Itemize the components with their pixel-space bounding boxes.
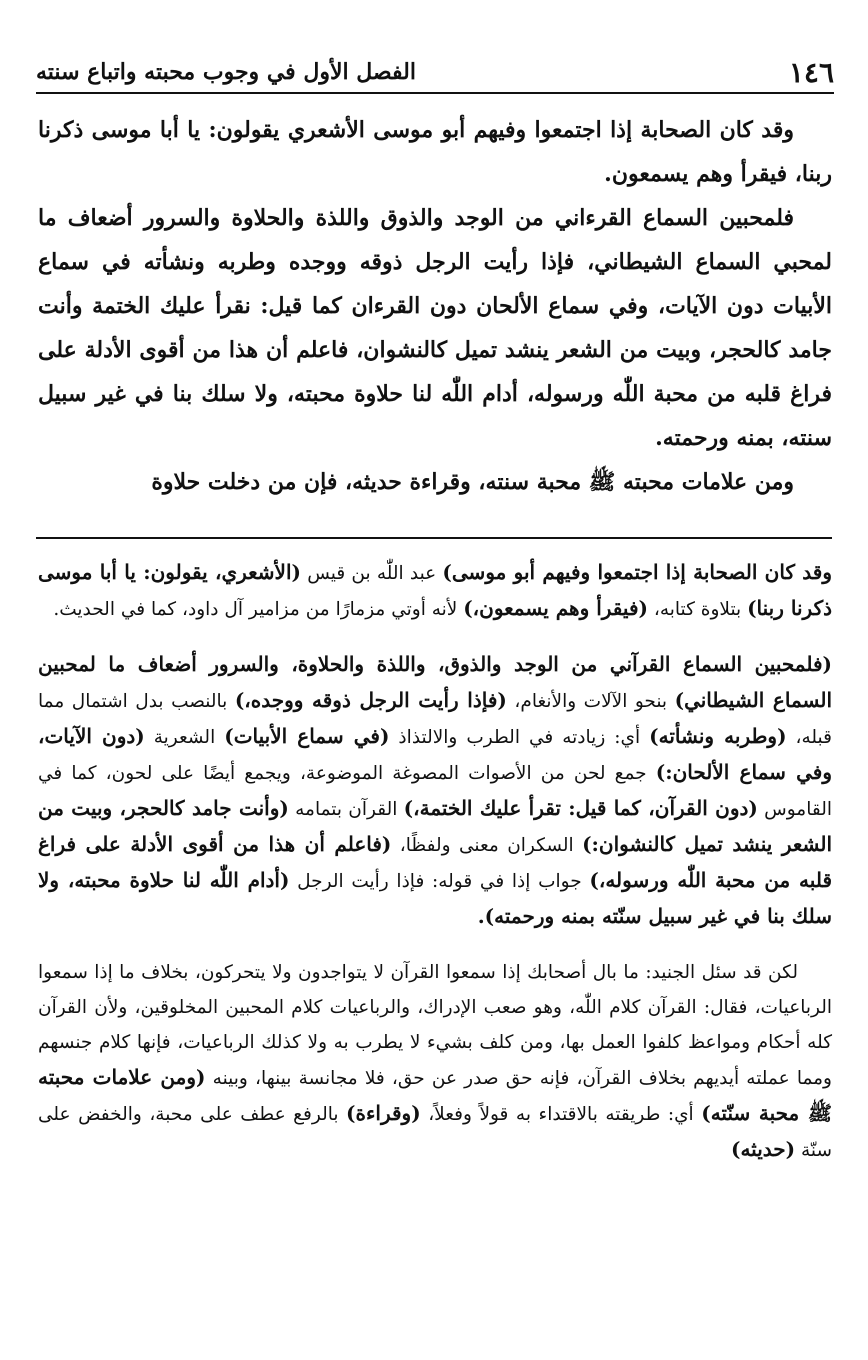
quoted-matn: (أدام اللّٰه لنا حلاوة محبته، ولا سلك بنا في غير سبيل سنّته بمنه ورحمته). bbox=[38, 868, 832, 928]
commentary-span: بتلاوة كتابه، bbox=[647, 599, 748, 620]
commentary-span: لأنه أوتي مزمارًا من مزامير آل داود، كما في الحديث. bbox=[53, 599, 464, 620]
running-header bbox=[36, 52, 834, 94]
main-text bbox=[38, 108, 832, 504]
footnote-divider bbox=[36, 537, 832, 539]
quoted-matn: (فلمحبين السماع القرآني من الوجد والذوق، واللذة والحلاوة، والسرور أضعاف ما لمحبين السماع الشيطاني) bbox=[38, 652, 833, 712]
main-paragraph: فلمحبين السماع القرءاني من الوجد والذوق واللذة والحلاوة والسرور أضعاف ما لمحبي السماع الشيطاني، فإذا رأيت الرجل ذوقه ووجده وطربه ونشأته في سماع الأبيات دون الآيات، وفي سماع الألحان دون القرءان كما قيل: نقرأ عليك الختمة وأنت جامد كالحجر، وبيت من الشعر ينشد تميل كالنشوان، فاعلم أن هذا من أقوى الأدلة على فراغ قلبه من محبة اللّٰه ورسوله، أدام اللّٰه لنا حلاوة محبته، ولا سلك بنا في غير سبيل سنته، بمنه ورحمته. bbox=[38, 205, 832, 451]
commentary-span: لكن قد سئل الجنيد: ما بال أصحابك إذا سمعوا القرآن لا يتواجدون ولا يتحركون، بخلاف ما إذا سمعوا الرباعيات، فقال: القرآن كلام اللّٰه، وهو صعب الإدراك، والرباعيات كلام المحبين المخلوقين، ولأن القرآن كله أحكام ومواعظ كلفوا العمل بها، ومن كلف بشيء لا يطرب به ولا كذلك الرباعيات، فإنها كلام جنسهم ومما عملته أيديهم بخلاف القرآن، فإنه حق صدر عن حق، فلا مجانسة بينها، وبينه bbox=[38, 962, 832, 1089]
commentary-span: القرآن بتمامه bbox=[288, 799, 404, 820]
quoted-matn: (دون القرآن، كما قيل: تقرأ عليك الختمة،) bbox=[403, 796, 758, 820]
quoted-matn: (ومن علامات محبته ﷺ محبة سنّته) bbox=[38, 1065, 833, 1125]
quoted-matn: (فاعلم أن هذا من أقوى الأدلة على فراغ قلبه من محبة اللّٰه ورسوله،) bbox=[38, 832, 832, 892]
commentary-span: أي: زيادته في الطرب والالتذاذ bbox=[389, 727, 650, 748]
main-paragraph: ومن علامات محبته ﷺ محبة سنته، وقراءة حديثه، فإن من دخلت حلاوة bbox=[151, 469, 794, 495]
quoted-matn: (وقراءة) bbox=[346, 1101, 421, 1125]
commentary-span: بنحو الآلات والأنغام، bbox=[506, 691, 675, 712]
quoted-matn: (حديثه) bbox=[730, 1137, 796, 1161]
commentary-span: عبد اللّٰه بن قيس bbox=[301, 563, 443, 584]
commentary-paragraph bbox=[38, 555, 832, 627]
commentary-span: الشعرية bbox=[144, 727, 225, 748]
quoted-matn: (وطربه ونشأته) bbox=[649, 724, 787, 748]
quoted-matn: (الأشعري، يقولون: يا أبا موسى ذكرنا ربنا) bbox=[38, 560, 832, 620]
commentary-span: جواب إذا في قوله: فإذا رأيت الرجل bbox=[289, 871, 590, 892]
commentary-text bbox=[38, 555, 832, 1168]
quoted-matn: (في سماع الأبيات) bbox=[224, 724, 390, 748]
main-paragraph: وقد كان الصحابة إذا اجتمعوا وفيهم أبو موسى الأشعري يقولون: يا أبا موسى ذكرنا ربنا، فيقرأ وهم يسمعون. bbox=[38, 117, 832, 187]
quoted-matn: (فيقرأ وهم يسمعون،) bbox=[463, 596, 648, 620]
commentary-span: جمع لحن من الأصوات المصوغة الموضوعة، ويجمع أيضًا على لحون، كما في القاموس bbox=[38, 763, 832, 820]
commentary-span: بالنصب بدل اشتمال مما قبله، bbox=[38, 691, 832, 748]
page-number: ١٤٦ bbox=[788, 55, 834, 89]
commentary-span: السكران معنى ولفظًا، bbox=[391, 835, 583, 856]
commentary-paragraph bbox=[38, 955, 832, 1168]
quoted-matn: (وأنت جامد كالحجر، وبيت من الشعر ينشد تميل كالنشوان:) bbox=[38, 796, 833, 856]
chapter-title: الفصل الأول في وجوب محبته واتباع سنته bbox=[36, 59, 416, 85]
quoted-matn: (فإذا رأيت الرجل ذوقه ووجده،) bbox=[234, 688, 507, 712]
commentary-span: بالرفع عطف على محبة، والخفض على سنّة bbox=[38, 1104, 832, 1161]
commentary-paragraph bbox=[38, 647, 832, 935]
commentary-span: أي: طريقته بالاقتداء به قولاً وفعلاً، bbox=[420, 1104, 702, 1125]
quoted-matn: وقد كان الصحابة إذا اجتمعوا وفيهم أبو موسى) bbox=[442, 560, 832, 584]
quoted-matn: (دون الآيات، وفي سماع الألحان:) bbox=[38, 724, 832, 784]
